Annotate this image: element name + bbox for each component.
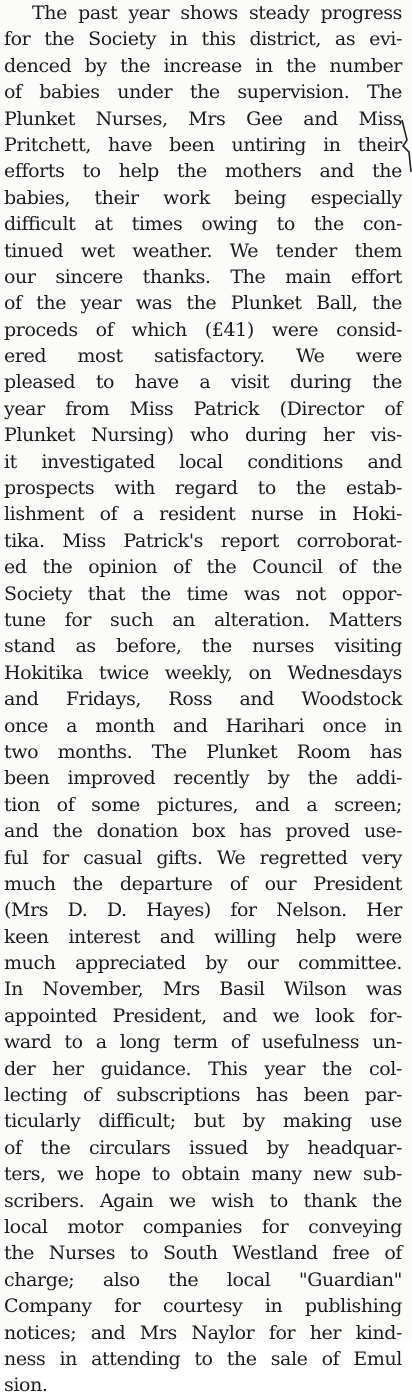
text-line: tika. Miss Patrick's report corroborat- [4, 529, 402, 552]
text-line: stand as before, the nurses visiting [4, 635, 402, 658]
text-line: Hokitika twice weekly, on Wednesdays [4, 661, 402, 684]
text-line: prospects with regard to the estab- [4, 477, 402, 500]
text-line: Plunket Nursing) who during her vis- [4, 424, 402, 447]
text-line: Plunket Nurses, Mrs Gee and Miss [4, 107, 402, 130]
text-line: the Nurses to South Westland free of [4, 1242, 402, 1265]
text-line: tion of some pictures, and a screen; [4, 793, 402, 816]
text-line: for the Society in this district, as evi- [4, 28, 402, 51]
text-line: ful for casual gifts. We regretted very [4, 846, 402, 869]
text-line: notices; and Mrs Naylor for her kind- [4, 1321, 402, 1344]
text-line: ters, we hope to obtain many new sub- [4, 1163, 402, 1186]
text-line: efforts to help the mothers and the [4, 160, 402, 183]
text-line: of the circulars issued by headquar- [4, 1136, 402, 1159]
margin-bracket-mark [400, 118, 412, 174]
text-line: proceds of which (£41) were consid- [4, 318, 402, 341]
text-line: In November, Mrs Basil Wilson was [4, 978, 402, 1001]
text-line: Pritchett, have been untiring in their [4, 133, 402, 156]
text-line: sion. [4, 1374, 48, 1397]
text-line: scribers. Again we wish to thank the [4, 1189, 402, 1212]
text-line: charge; also the local "Guardian" [4, 1268, 402, 1291]
text-line: ticularly difficult; but by making use [4, 1110, 402, 1133]
text-line: keen interest and willing help were [4, 925, 402, 948]
text-line: and Fridays, Ross and Woodstock [4, 688, 402, 711]
text-line: once a month and Harihari once in [4, 714, 402, 737]
text-line: our sincere thanks. The main effort [4, 265, 402, 288]
text-line: been improved recently by the addi- [4, 767, 402, 790]
text-line: much appreciated by our committee. [4, 952, 402, 975]
text-line: appointed President, and we look for- [4, 1004, 402, 1027]
text-line: lishment of a resident nurse in Hoki- [4, 503, 402, 526]
text-line: difficult at times owing to the con- [4, 213, 402, 236]
text-line: it investigated local conditions and [4, 450, 402, 473]
text-line: pleased to have a visit during the [4, 371, 402, 394]
text-line: ward to a long term of usefulness un- [4, 1031, 402, 1054]
text-line: ed the opinion of the Council of the [4, 556, 402, 579]
text-line: of babies under the supervision. The [4, 81, 402, 104]
text-line: two months. The Plunket Room has [4, 740, 402, 763]
text-line: lecting of subscriptions has been par- [4, 1084, 402, 1107]
article-text [4, 0, 402, 1399]
text-line: Society that the time was not oppor- [4, 582, 402, 605]
text-line: der her guidance. This year the col- [4, 1057, 402, 1080]
text-line: and the donation box has proved use- [4, 820, 402, 843]
text-line: Company for courtesy in publishing [4, 1295, 402, 1318]
text-line: tinued wet weather. We tender them [4, 239, 402, 262]
text-line: of the year was the Plunket Ball, the [4, 292, 402, 315]
text-line: tune for such an alteration. Matters [4, 608, 402, 631]
text-line: (Mrs D. D. Hayes) for Nelson. Her [4, 899, 402, 922]
text-line: ered most satisfactory. We were [4, 345, 402, 368]
text-line: much the departure of our President [4, 872, 402, 895]
text-line: ness in attending to the sale of Emul [4, 1347, 402, 1370]
text-line: denced by the increase in the number [4, 54, 402, 77]
text-line: babies, their work being especially [4, 186, 402, 209]
text-line: The past year shows steady progress [32, 2, 402, 24]
text-line: year from Miss Patrick (Director of [4, 397, 402, 420]
text-line: local motor companies for conveying [4, 1215, 402, 1238]
